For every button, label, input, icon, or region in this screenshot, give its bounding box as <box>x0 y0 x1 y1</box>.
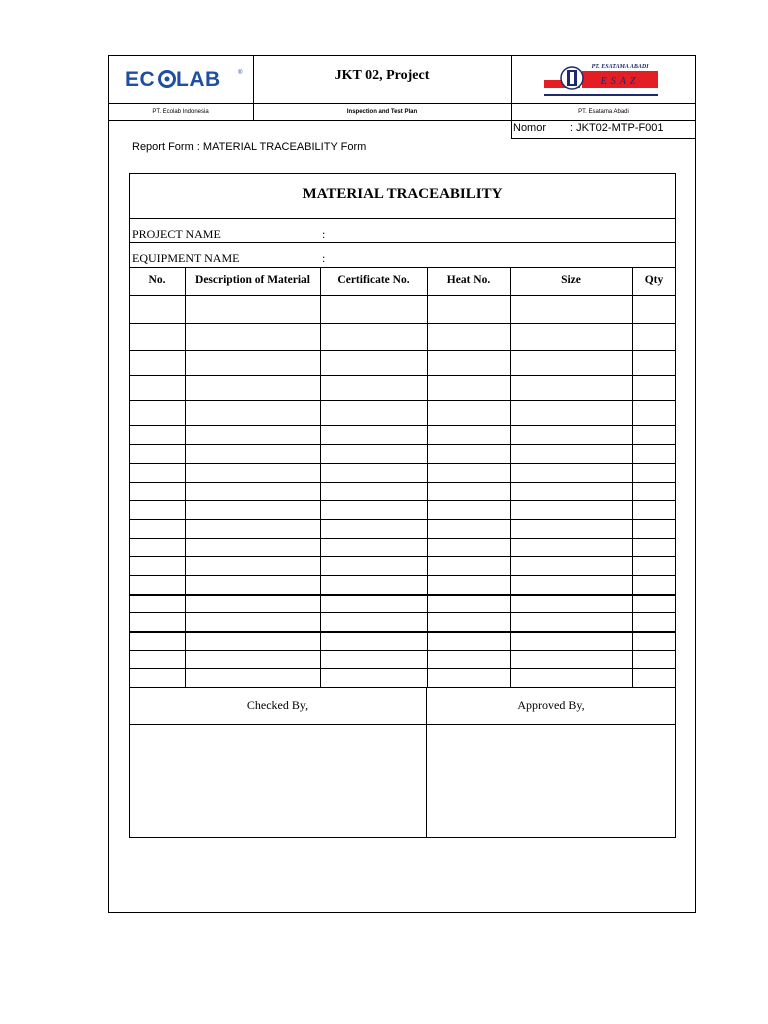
sub-left-company: PT. Ecolab Indonesia <box>152 109 209 115</box>
svg-text:LAB: LAB <box>176 68 221 91</box>
table-row-line <box>129 650 676 651</box>
svg-text:ESAZ: ESAZ <box>600 76 640 87</box>
ecolab-logo <box>124 64 244 92</box>
table-row-line <box>129 500 676 501</box>
table-row-line <box>129 463 676 464</box>
nomor-label: Nomor <box>513 122 547 134</box>
report-form-label: Report Form : MATERIAL TRACEABILITY Form <box>132 141 367 153</box>
table-row-line <box>129 444 676 445</box>
equipment-name-label: EQUIPMENT NAME <box>132 251 240 265</box>
table-column-line <box>320 267 321 687</box>
table-row-line <box>129 323 676 324</box>
header-col-divider-2 <box>511 55 512 138</box>
sub-center-plan: Inspection and Test Plan <box>346 109 418 115</box>
table-column-line <box>510 267 511 687</box>
equipment-name-colon: : <box>322 251 326 265</box>
nomor-value: : JKT02-MTP-F001 <box>570 122 664 134</box>
equipment-row-divider <box>129 267 676 268</box>
form-title: MATERIAL TRACEABILITY <box>302 186 503 202</box>
table-column-line <box>632 267 633 687</box>
table-row-line <box>129 612 676 613</box>
table-column-line <box>185 267 186 687</box>
project-title: JKT 02, Project <box>334 68 430 83</box>
col-header-certificate: Certificate No. <box>337 274 410 286</box>
table-row-line <box>129 425 676 426</box>
signature-top-line <box>129 687 676 688</box>
svg-text:EC: EC <box>125 68 156 91</box>
table-row-line <box>129 400 676 401</box>
table-row-line <box>129 538 676 539</box>
project-row-divider <box>129 242 676 243</box>
table-row-line <box>129 519 676 520</box>
title-divider <box>129 218 676 219</box>
project-name-label: PROJECT NAME <box>132 227 221 241</box>
sub-right-company: PT. Esatama Abadi <box>578 109 629 115</box>
header-divider <box>108 103 696 104</box>
col-header-no: No. <box>148 274 166 286</box>
table-column-line <box>427 267 428 687</box>
table-row-line <box>129 295 676 296</box>
header-bottom-line <box>108 120 696 121</box>
col-header-description: Description of Material <box>195 274 310 286</box>
table-row-line <box>129 350 676 351</box>
table-row-line <box>129 375 676 376</box>
table-row-line <box>129 575 676 576</box>
table-row-line <box>129 631 676 633</box>
nomor-bottom-line <box>511 138 696 139</box>
table-row-line <box>129 556 676 557</box>
approved-by-label: Approved By, <box>517 698 585 712</box>
material-traceability-form <box>129 173 676 838</box>
checked-by-label: Checked By, <box>246 698 309 712</box>
col-header-heat: Heat No. <box>446 274 491 286</box>
col-header-size: Size <box>561 274 581 286</box>
table-row-line <box>129 668 676 669</box>
svg-text:®: ® <box>238 70 243 76</box>
table-row-line <box>129 482 676 483</box>
table-row-line <box>129 594 676 596</box>
esatama-logo <box>542 60 660 102</box>
col-header-qty: Qty <box>644 274 664 286</box>
project-name-colon: : <box>322 227 326 241</box>
signature-label-line <box>129 724 676 725</box>
svg-text:PT. ESATAMA ABADI: PT. ESATAMA ABADI <box>591 64 649 70</box>
